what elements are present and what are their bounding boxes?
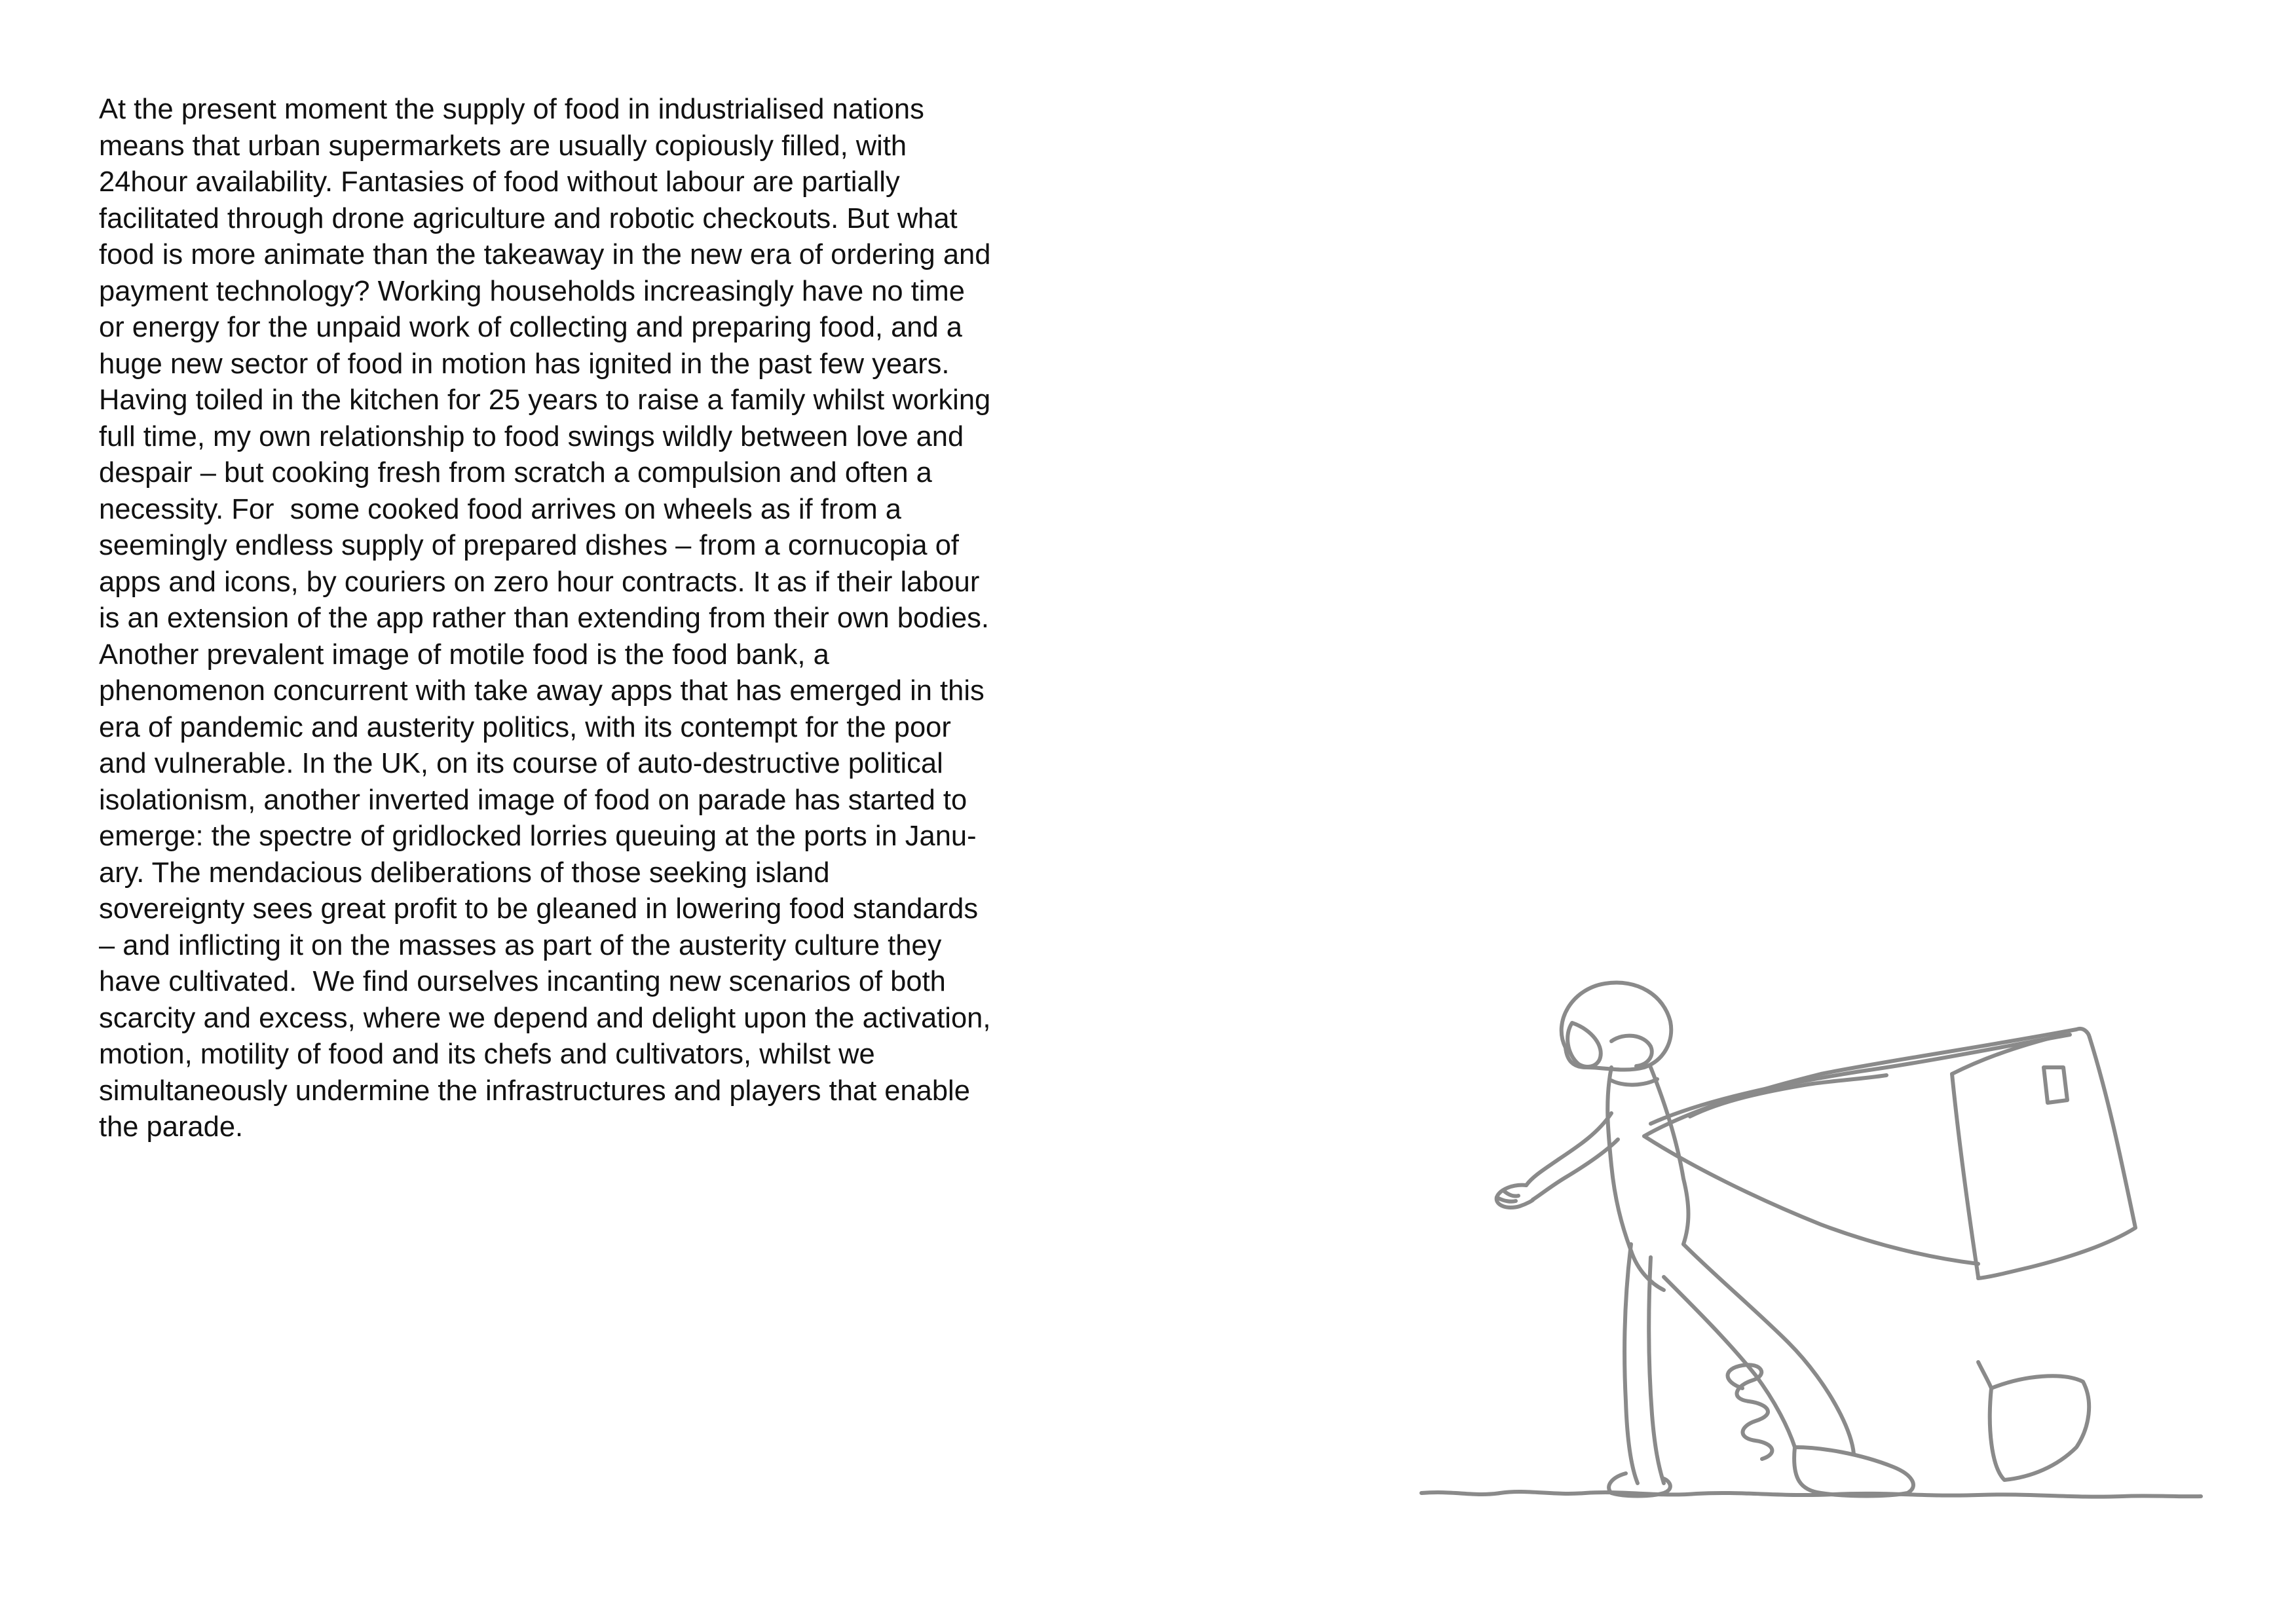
backpack-box-edge bbox=[1952, 1074, 1978, 1277]
delivery-courier-line-drawing-icon bbox=[1415, 969, 2214, 1545]
body-text-line: Having toiled in the kitchen for 25 years to raise a family whilst working bbox=[99, 384, 991, 416]
body-text-line: isolationism, another inverted image of food on parade has started to bbox=[99, 784, 967, 816]
body-text-line: food is more animate than the takeaway in the new era of ordering and bbox=[99, 239, 991, 270]
body-text-line: scarcity and excess, where we depend and delight upon the activation, bbox=[99, 1002, 991, 1034]
body-text-line: and vulnerable. In the UK, on its course of auto-destructive political bbox=[99, 748, 943, 779]
body-text-line: facilitated through drone agriculture and robotic checkouts. But what bbox=[99, 202, 958, 234]
body-text-line: despair – but cooking fresh from scratch a compulsion and often a bbox=[99, 457, 932, 489]
helmet-visor bbox=[1567, 1023, 1601, 1067]
torso-back bbox=[1651, 1067, 1689, 1244]
collar bbox=[1611, 1079, 1657, 1085]
body-text-line: motion, motility of food and its chefs and cultivators, whilst we bbox=[99, 1039, 875, 1070]
leg-back-inner bbox=[1664, 1277, 1795, 1447]
body-text-line: necessity. For some cooked food arrives on wheels as if from a bbox=[99, 493, 901, 525]
torso bbox=[1607, 1067, 1664, 1290]
leg-front-inner bbox=[1649, 1257, 1664, 1483]
head-inner bbox=[1611, 1036, 1652, 1066]
body-text-line: apps and icons, by couriers on zero hour contracts. It as if their labour bbox=[99, 566, 980, 598]
backpack-box-front bbox=[1644, 1136, 1978, 1264]
body-text-line: – and inflicting it on the masses as part of the austerity culture they bbox=[99, 929, 942, 961]
body-text-line: phenomenon concurrent with take away apps that has emerged in this bbox=[99, 675, 985, 707]
body-text bbox=[99, 92, 1121, 1146]
backpack-box-right bbox=[1978, 1037, 2135, 1278]
body-text-line: simultaneously undermine the infrastructures and players that enable bbox=[99, 1075, 970, 1107]
body-text-line: ary. The mendacious deliberations of those seeking island bbox=[99, 857, 830, 889]
body-text-line: era of pandemic and austerity politics, with its contempt for the poor bbox=[99, 711, 951, 743]
body-text-line: sovereignty sees great profit to be gleaned in lowering food standards bbox=[99, 893, 979, 925]
backpack-tag bbox=[2044, 1067, 2067, 1103]
body-text-line: seemingly endless supply of prepared dishes – from a cornucopia of bbox=[99, 530, 959, 561]
bag-connector bbox=[1978, 1362, 1991, 1388]
body-text-line: huge new sector of food in motion has ignited in the past few years. bbox=[99, 348, 950, 380]
body-text-line: the parade. bbox=[99, 1111, 244, 1143]
body-text-line: At the present moment the supply of food in industrialised nations bbox=[99, 94, 924, 125]
body-text-line: Another prevalent image of motile food is the food bank, a bbox=[99, 638, 829, 671]
body-text-line: have cultivated. We find ourselves incanting new scenarios of both bbox=[99, 966, 946, 997]
coiled-cable bbox=[1728, 1365, 1773, 1459]
leg-front bbox=[1624, 1244, 1638, 1483]
shoe-back bbox=[1794, 1447, 1913, 1496]
bag-bottom bbox=[1990, 1376, 2089, 1480]
body-text-line: 24hour availability. Fantasies of food without labour are partially bbox=[99, 166, 900, 198]
body-text-line: full time, my own relationship to food swings wildly between love and bbox=[99, 420, 964, 452]
leg-back bbox=[1683, 1244, 1854, 1454]
body-text-line: means that urban supermarkets are usually copiously filled, with bbox=[99, 130, 907, 162]
body-text-line: or energy for the unpaid work of collecting and preparing food, and a bbox=[99, 312, 962, 343]
body-text-line: payment technology? Working households increasingly have no time bbox=[99, 275, 965, 307]
body-text-line: emerge: the spectre of gridlocked lorries queuing at the ports in Janu- bbox=[99, 821, 977, 852]
body-text-line: is an extension of the app rather than extending from their own bodies. bbox=[99, 602, 990, 634]
